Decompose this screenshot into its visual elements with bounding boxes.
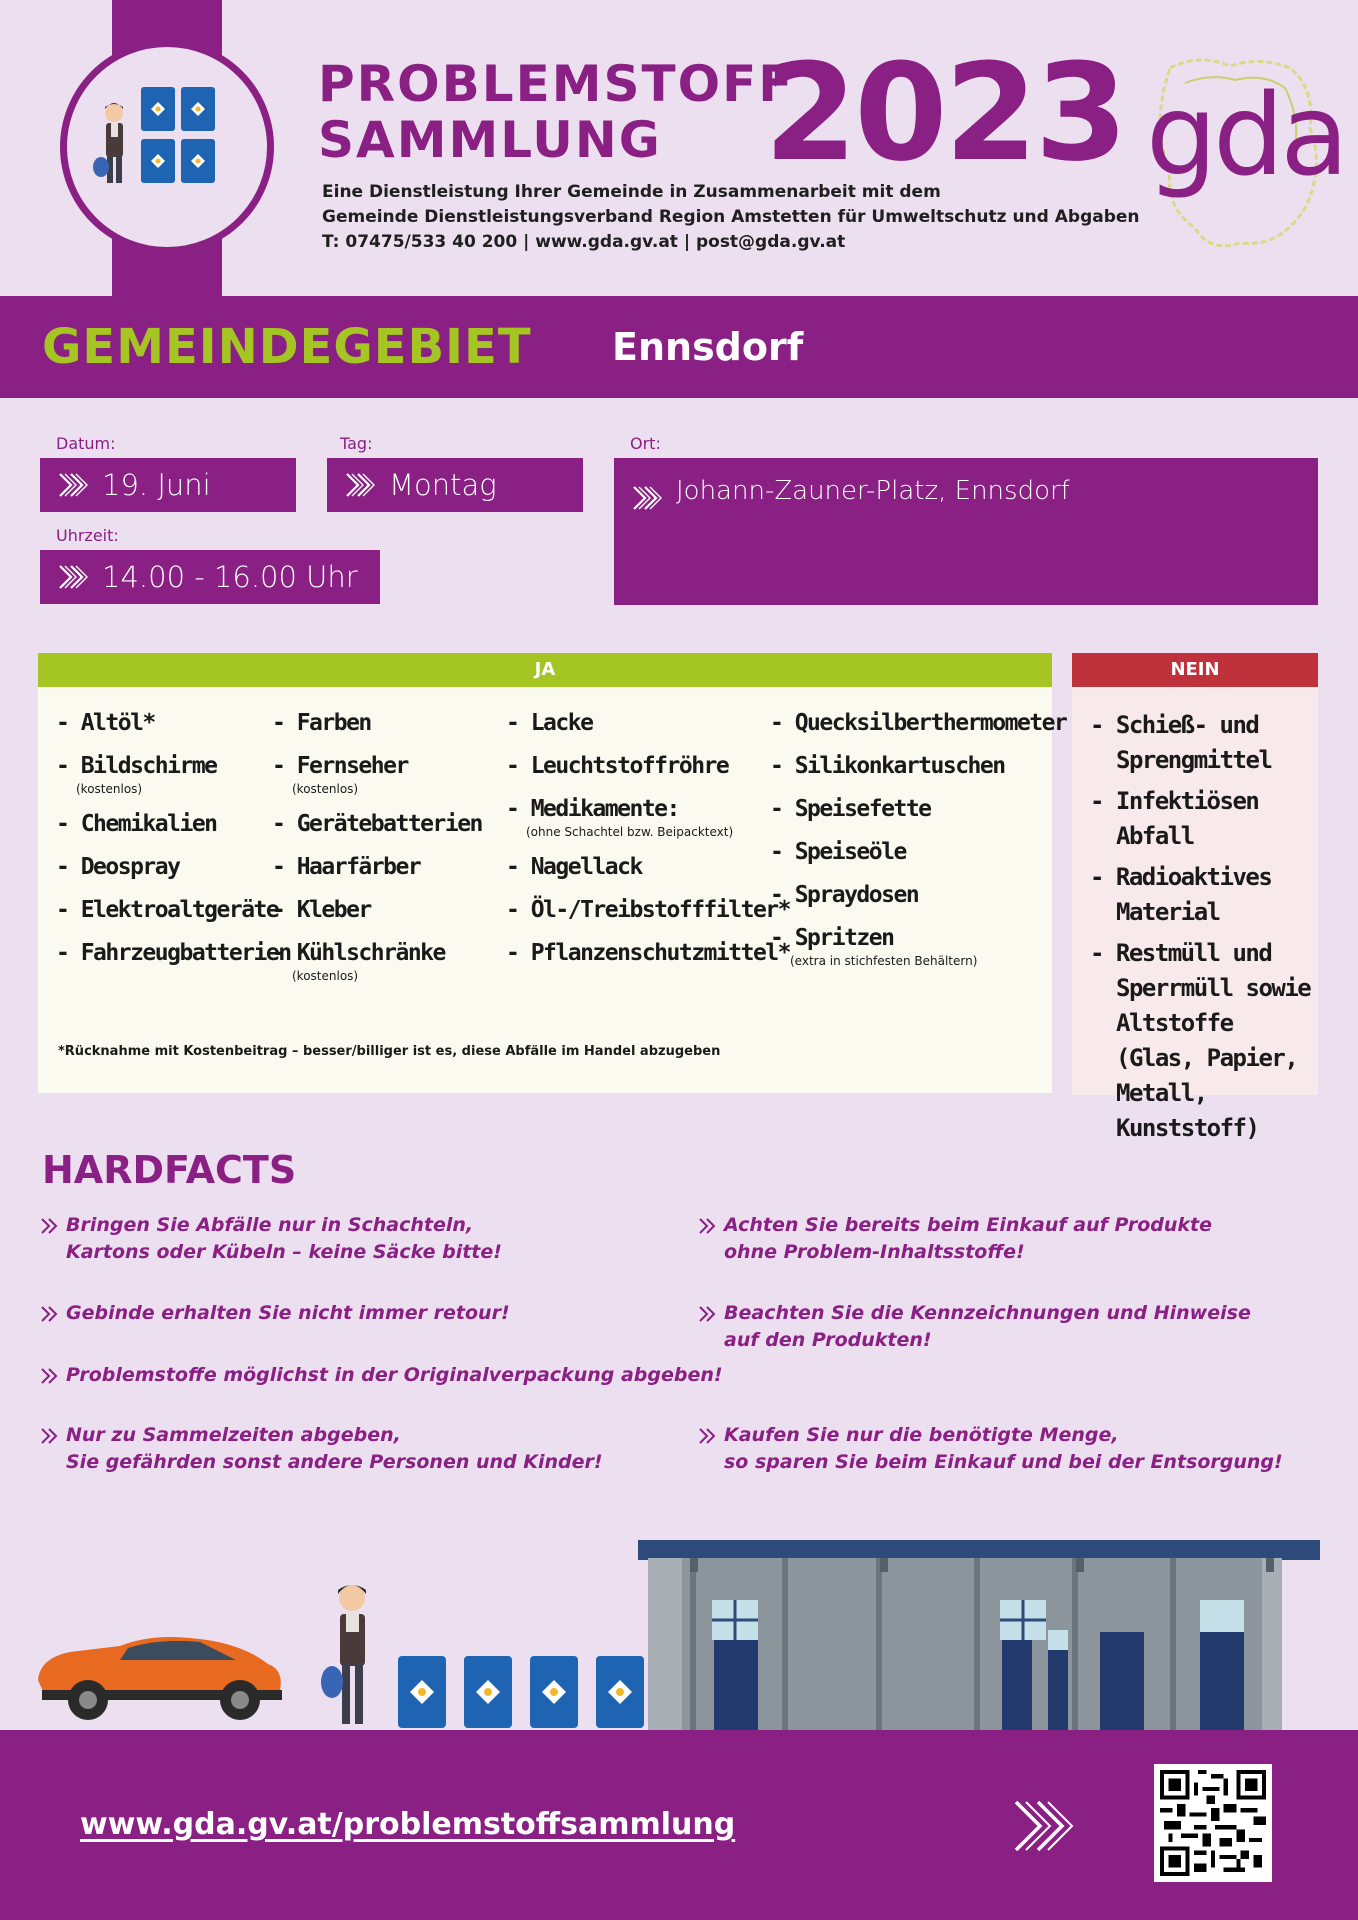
ja-column-4 <box>770 708 1066 981</box>
list-item: - Fernseher (kostenlos) <box>272 753 408 796</box>
subtitle-line-1: Eine Dienstleistung Ihrer Gemeinde in Zusammenarbeit mit dem <box>322 182 941 202</box>
title-line-1: PROBLEMSTOFF <box>318 55 795 113</box>
list-item: - Spritzen (extra in stichfesten Behältern) <box>770 925 978 968</box>
nein-header: NEIN <box>1072 653 1318 687</box>
hardfact-item: Gebinde erhalten Sie nicht immer retour! <box>40 1300 510 1327</box>
uhrzeit-field <box>40 550 380 604</box>
person-icon <box>321 1585 366 1724</box>
contact-line: T: 07475/533 40 200 | www.gda.gv.at | post@gda.gv.at <box>322 232 846 252</box>
list-item: - Speisefette <box>770 796 931 822</box>
double-chevron-icon <box>56 471 96 499</box>
list-item: - Deospray <box>56 854 180 880</box>
nein-list <box>1090 708 1312 1152</box>
hardfact-item: Nur zu Sammelzeiten abgeben, Sie gefährden sonst andere Personen und Kinder! <box>40 1422 603 1476</box>
ja-column-2 <box>272 708 482 996</box>
ja-header: JA <box>38 653 1052 687</box>
building-icon <box>638 1540 1320 1730</box>
header-illustration-circle <box>60 40 274 254</box>
datum-field <box>40 458 296 512</box>
double-chevron-icon <box>40 1304 62 1324</box>
qr-code-icon <box>1160 1770 1266 1876</box>
tag-field <box>327 458 583 512</box>
gda-logo: gda <box>1146 71 1345 201</box>
double-chevron-icon <box>698 1426 720 1446</box>
hardfact-item: Kaufen Sie nur die benötigte Menge, so sparen Sie beim Einkauf und bei der Entsorgung! <box>698 1422 1283 1476</box>
hardfacts-title: HARDFACTS <box>42 1148 297 1192</box>
ja-column-3 <box>506 708 790 981</box>
list-item: - Fahrzeugbatterien <box>56 940 291 966</box>
double-chevron-icon <box>1012 1796 1086 1856</box>
list-item: - Chemikalien <box>56 811 217 837</box>
double-chevron-icon <box>56 563 96 591</box>
list-item: - Schieß- und Sprengmittel <box>1090 711 1272 774</box>
ort-label: Ort: <box>630 434 661 453</box>
ort-field <box>614 458 1318 605</box>
hardfact-item: Achten Sie bereits beim Einkauf auf Produkte ohne Problem-Inhaltsstoffe! <box>698 1212 1212 1266</box>
qr-code[interactable] <box>1154 1764 1272 1882</box>
list-item: - Radioaktives Material <box>1090 863 1272 926</box>
list-item: - Speiseöle <box>770 839 906 865</box>
ort-value: Johann-Zauner-Platz, Ennsdorf <box>676 476 1070 506</box>
car-icon <box>38 1637 282 1720</box>
hardfact-item: Bringen Sie Abfälle nur in Schachteln, Kartons oder Kübeln – keine Säcke bitte! <box>40 1212 502 1266</box>
barrels-icon <box>398 1656 644 1728</box>
title-year: 2023 <box>764 35 1125 191</box>
list-item: - Öl-/Treibstofffilter* <box>506 897 790 923</box>
list-item: - Bildschirme (kostenlos) <box>56 753 217 796</box>
list-item: - Infektiösen Abfall <box>1090 787 1259 850</box>
double-chevron-icon <box>630 484 670 512</box>
gemeinde-label: GEMEINDEGEBIET <box>42 319 532 375</box>
tag-value: Montag <box>389 468 497 502</box>
list-item: - Nagellack <box>506 854 642 880</box>
list-item: - Pflanzenschutzmittel* <box>506 940 790 966</box>
list-item: - Spraydosen <box>770 882 919 908</box>
list-item: - Silikonkartuschen <box>770 753 1005 779</box>
footer-url-link[interactable]: www.gda.gv.at/problemstoffsammlung <box>80 1807 736 1842</box>
hardfact-item: Beachten Sie die Kennzeichnungen und Hinweise auf den Produkten! <box>698 1300 1251 1354</box>
list-item: - Haarfärber <box>272 854 421 880</box>
person-with-barrels-icon <box>67 47 267 247</box>
double-chevron-icon <box>40 1366 62 1386</box>
uhrzeit-value: 14.00 - 16.00 Uhr <box>102 560 358 594</box>
list-item: - Farben <box>272 710 371 736</box>
list-item: - Restmüll und Sperrmüll sowie Altstoffe (Glas, Papier, Metall, Kunststoff) <box>1090 939 1311 1142</box>
list-item: - Leuchtstoffröhre <box>506 753 729 779</box>
subtitle-line-2: Gemeinde Dienstleistungsverband Region Amstetten für Umweltschutz und Abgaben <box>322 207 1140 227</box>
list-item: - Lacke <box>506 710 593 736</box>
ja-footnote: *Rücknahme mit Kostenbeitrag – besser/billiger ist es, diese Abfälle im Handel abzugeben <box>58 1044 721 1059</box>
page-title <box>318 56 794 168</box>
list-item: - Kühlschränke (kostenlos) <box>272 940 445 983</box>
double-chevron-icon <box>343 471 383 499</box>
hardfact-item: Problemstoffe möglichst in der Originalverpackung abgeben! <box>40 1362 723 1389</box>
list-item: - Medikamente: (ohne Schachtel bzw. Beipacktext) <box>506 796 734 839</box>
double-chevron-icon <box>40 1426 62 1446</box>
list-item: - Altöl* <box>56 710 155 736</box>
double-chevron-icon <box>698 1304 720 1324</box>
list-item: - Elektroaltgeräte <box>56 897 279 923</box>
list-item: - Kleber <box>272 897 371 923</box>
datum-label: Datum: <box>56 434 116 453</box>
title-line-2: SAMMLUNG <box>318 111 662 169</box>
double-chevron-icon <box>40 1216 62 1236</box>
tag-label: Tag: <box>340 434 373 453</box>
double-chevron-icon <box>698 1216 720 1236</box>
ja-column-1 <box>56 708 291 981</box>
list-item: - Quecksilberthermometer <box>770 710 1067 736</box>
subtitle <box>322 180 1140 255</box>
collection-scene-illustration <box>0 1530 1358 1732</box>
datum-value: 19. Juni <box>102 468 211 502</box>
uhrzeit-label: Uhrzeit: <box>56 526 119 545</box>
list-item: - Gerätebatterien <box>272 811 482 837</box>
gemeinde-value: Ennsdorf <box>612 325 804 369</box>
